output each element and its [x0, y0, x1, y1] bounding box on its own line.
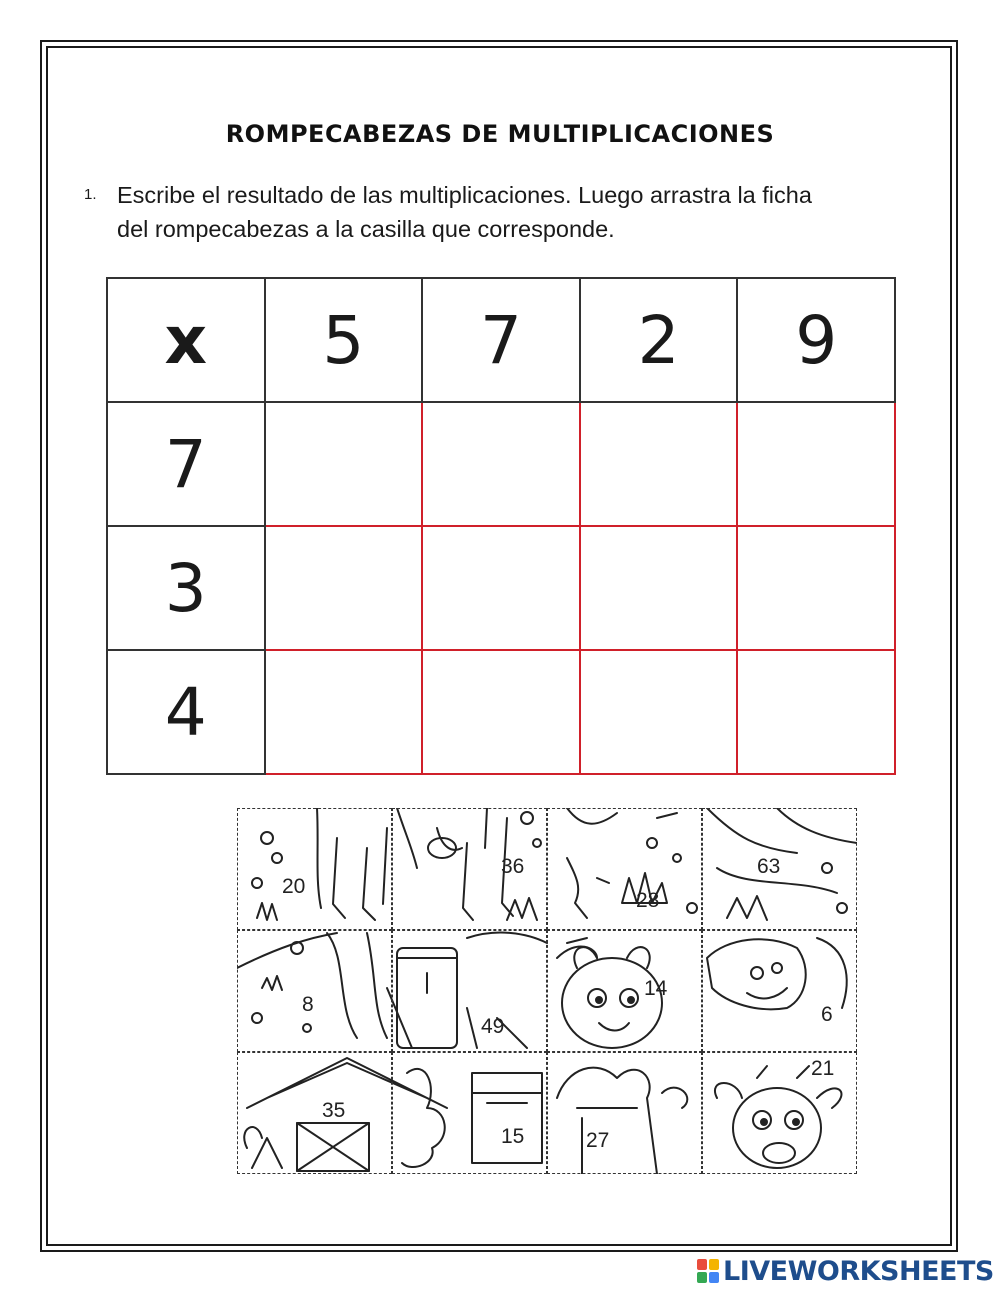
instruction-number: 1.	[84, 186, 97, 203]
table-row	[107, 402, 895, 526]
puzzle-piece[interactable]	[547, 930, 702, 1052]
answer-drop-cell[interactable]	[422, 402, 580, 526]
multiplication-table	[106, 277, 896, 775]
row-header: 7	[107, 402, 265, 526]
logo-blocks-icon	[697, 1259, 719, 1284]
row-header: 3	[107, 526, 265, 650]
piece-number: 36	[501, 855, 525, 878]
worksheet-title: ROMPECABEZAS DE MULTIPLICACIONES	[225, 120, 775, 148]
piece-number: 27	[586, 1129, 610, 1152]
answer-drop-cell[interactable]	[265, 402, 423, 526]
puzzle-piece[interactable]	[702, 930, 857, 1052]
piece-number: 14	[644, 977, 668, 1000]
puzzle-piece[interactable]	[392, 808, 547, 930]
column-header: 9	[737, 278, 895, 402]
row-header: 4	[107, 650, 265, 774]
answer-drop-cell[interactable]	[580, 526, 738, 650]
column-header: 7	[422, 278, 580, 402]
answer-drop-cell[interactable]	[422, 650, 580, 774]
liveworksheets-logo	[697, 1256, 993, 1286]
answer-drop-cell[interactable]	[580, 402, 738, 526]
piece-number: 49	[481, 1015, 505, 1038]
column-header: 2	[580, 278, 738, 402]
column-header: 5	[265, 278, 423, 402]
answer-drop-cell[interactable]	[580, 650, 738, 774]
piece-number: 35	[322, 1099, 346, 1122]
puzzle-piece[interactable]	[392, 1052, 547, 1174]
puzzle-piece[interactable]	[237, 1052, 392, 1174]
puzzle-piece[interactable]	[237, 930, 392, 1052]
instruction	[84, 178, 954, 246]
instruction-line-2: del rompecabezas a la casilla que corresponde.	[117, 216, 615, 242]
table-corner-x: x	[107, 278, 265, 402]
answer-drop-cell[interactable]	[265, 650, 423, 774]
piece-number: 8	[302, 993, 314, 1016]
piece-number: 15	[501, 1125, 525, 1148]
piece-number: 28	[636, 889, 660, 912]
puzzle-piece[interactable]	[702, 808, 857, 930]
answer-drop-cell[interactable]	[737, 526, 895, 650]
puzzle-area	[237, 808, 857, 1174]
answer-drop-cell[interactable]	[422, 526, 580, 650]
puzzle-piece[interactable]	[547, 1052, 702, 1174]
piece-number: 6	[821, 1003, 833, 1026]
table-row	[107, 650, 895, 774]
logo-text: LIVEWORKSHEETS	[723, 1256, 994, 1287]
answer-drop-cell[interactable]	[265, 526, 423, 650]
piece-number: 21	[811, 1057, 835, 1080]
table-row	[107, 526, 895, 650]
answer-drop-cell[interactable]	[737, 402, 895, 526]
puzzle-piece[interactable]	[237, 808, 392, 930]
puzzle-piece[interactable]	[702, 1052, 857, 1174]
puzzle-piece[interactable]	[547, 808, 702, 930]
answer-drop-cell[interactable]	[737, 650, 895, 774]
header-row	[107, 278, 895, 402]
piece-number: 63	[757, 855, 781, 878]
piece-number: 20	[282, 875, 306, 898]
puzzle-piece[interactable]	[392, 930, 547, 1052]
instruction-line-1: Escribe el resultado de las multiplicaciones. Luego arrastra la ficha	[117, 182, 812, 208]
